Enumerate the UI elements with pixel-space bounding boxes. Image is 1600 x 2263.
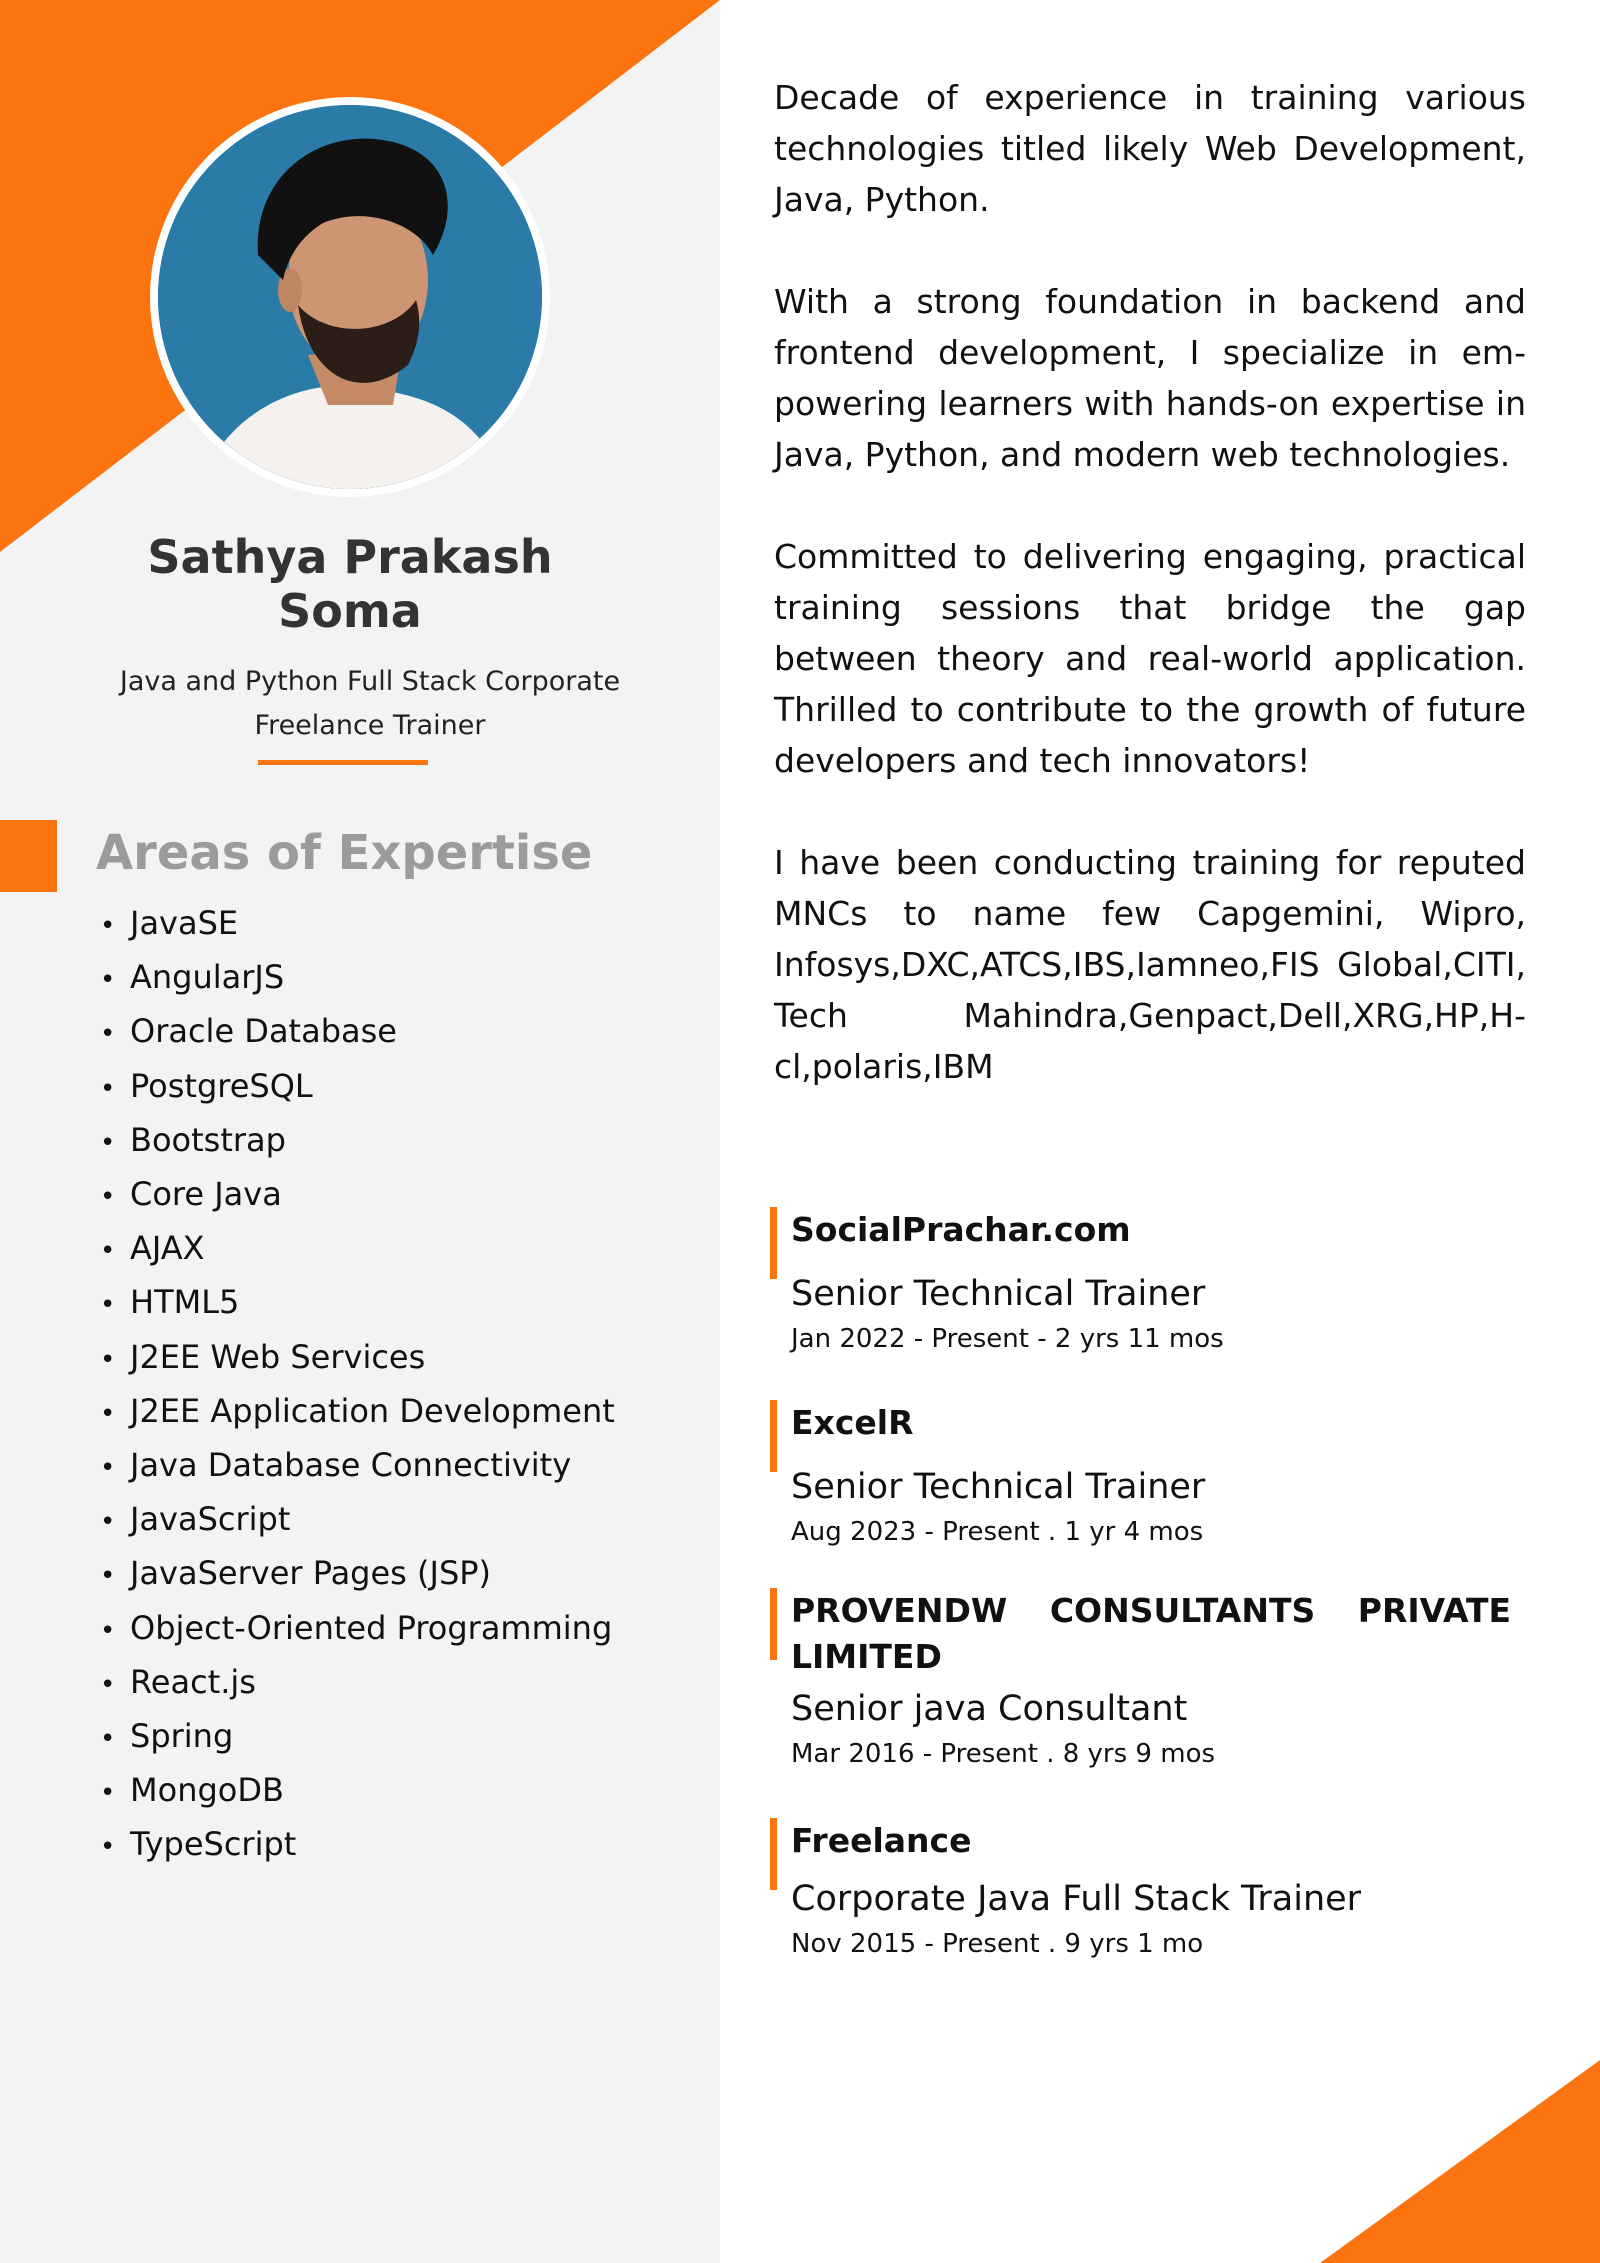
list-item: • PostgreSQL [100,1061,615,1115]
job-dates: Mar 2016 - Present . 8 yrs 9 mos [791,1739,1216,1769]
list-item: • AngularJS [100,952,615,1006]
list-item: • JavaServer Pages (JSP) [100,1548,615,1602]
list-item: • Java Database Connectivity [100,1440,615,1494]
avatar [150,97,550,497]
profile-photo [158,105,542,489]
summary-paragraph: With a strong foundation in backend and frontend development, I specialize in empowering learners with hands-on expertise in Java, Python, and modern web technologies. [774,282,1526,474]
bullet-icon: • [100,1615,116,1646]
job-role: Corporate Java Full Stack Trainer [791,1879,1362,1919]
list-item: • JavaSE [100,898,615,952]
sidebar [0,0,720,2263]
list-item: • Core Java [100,1169,615,1223]
job-tagline: Java and Python Full Stack Corporate Freelance Trainer [119,666,621,741]
job-role: Senior Technical Trainer [791,1274,1206,1314]
person-name [0,530,700,638]
bullet-icon: • [100,1182,116,1213]
experience-accent-bar [770,1207,777,1279]
experience-accent-bar [770,1400,777,1472]
bullet-icon: • [100,1669,116,1700]
job-dates: Nov 2015 - Present . 9 yrs 1 mo [791,1929,1204,1959]
list-item: • Spring [100,1711,615,1765]
experience-entry [770,1588,1530,1772]
bullet-icon: • [100,1724,116,1755]
bullet-icon: • [100,1344,116,1375]
list-item: • TypeScript [100,1819,615,1873]
job-role: Senior Technical Trainer [791,1467,1206,1507]
tagline-divider [258,760,428,765]
bullet-icon: • [100,1073,116,1104]
bullet-icon: • [100,1778,116,1809]
bullet-icon: • [100,1832,116,1863]
bullet-icon: • [100,911,116,941]
company-name: SocialPrachar.com [791,1210,1131,1249]
summary-paragraph: I have been conducting training for reputed MNCs to name few Capgemini, Wipro, Infosys,DXC,ATCS,IBS,Iamneo,FIS Global,CITI, Tech Mahindra,Genpact,Dell,XRG,HP,Hcl,polaris,IBM [774,843,1526,1086]
experience-entry [770,1400,1530,1550]
job-role: Senior java Consultant [791,1689,1188,1729]
name-line-1: Sathya Prakash [147,530,553,584]
name-line-2: Soma [278,584,422,638]
bullet-icon: • [100,1290,116,1321]
list-item: • AJAX [100,1223,615,1277]
summary-paragraph: Committed to delivering engaging, practical training sessions that bridge the gap between theory and real-world application. Thrilled to contribute to the growth of future developers and tech innovators! [774,537,1526,780]
experience-entry [770,1207,1530,1357]
bullet-icon: • [100,965,116,996]
list-item: • HTML5 [100,1277,615,1331]
bullet-icon: • [100,1127,116,1158]
experience-accent-bar [770,1818,777,1890]
experience-entry [770,1818,1530,1962]
profile-summary [774,72,1526,1143]
list-item: • Object-Oriented Programming [100,1603,615,1657]
list-item: • J2EE Web Services [100,1332,615,1386]
list-item: • Bootstrap [100,1115,615,1169]
bullet-icon: • [100,1236,116,1267]
bullet-icon: • [100,1507,116,1538]
list-item: • React.js [100,1657,615,1711]
expertise-heading: Areas of Expertise [96,825,593,881]
list-item: • Oracle Database [100,1006,615,1060]
company-name: PROVENDW CONSULTANTS PRIVATE LIMITED [791,1591,1511,1676]
list-item: • MongoDB [100,1765,615,1819]
bullet-icon: • [100,1019,116,1050]
bullet-icon: • [100,1453,116,1484]
list-item: • JavaScript [100,1494,615,1548]
list-item: • J2EE Application Development [100,1386,615,1440]
bullet-icon: • [100,1561,116,1592]
bullet-icon: • [100,1398,116,1429]
section-marker [0,820,57,892]
experience-accent-bar [770,1588,777,1660]
job-dates: Aug 2023 - Present . 1 yr 4 mos [791,1517,1204,1547]
main-content [720,0,1600,2263]
summary-paragraph: Decade of experience in training various technologies titled likely Web Development, Java, Python. [774,78,1526,219]
job-dates: Jan 2022 - Present - 2 yrs 11 mos [791,1324,1224,1354]
corner-orange-triangle [1320,2060,1600,2263]
expertise-list [100,898,615,1874]
company-name: Freelance [791,1821,972,1860]
company-name: ExcelR [791,1403,914,1442]
